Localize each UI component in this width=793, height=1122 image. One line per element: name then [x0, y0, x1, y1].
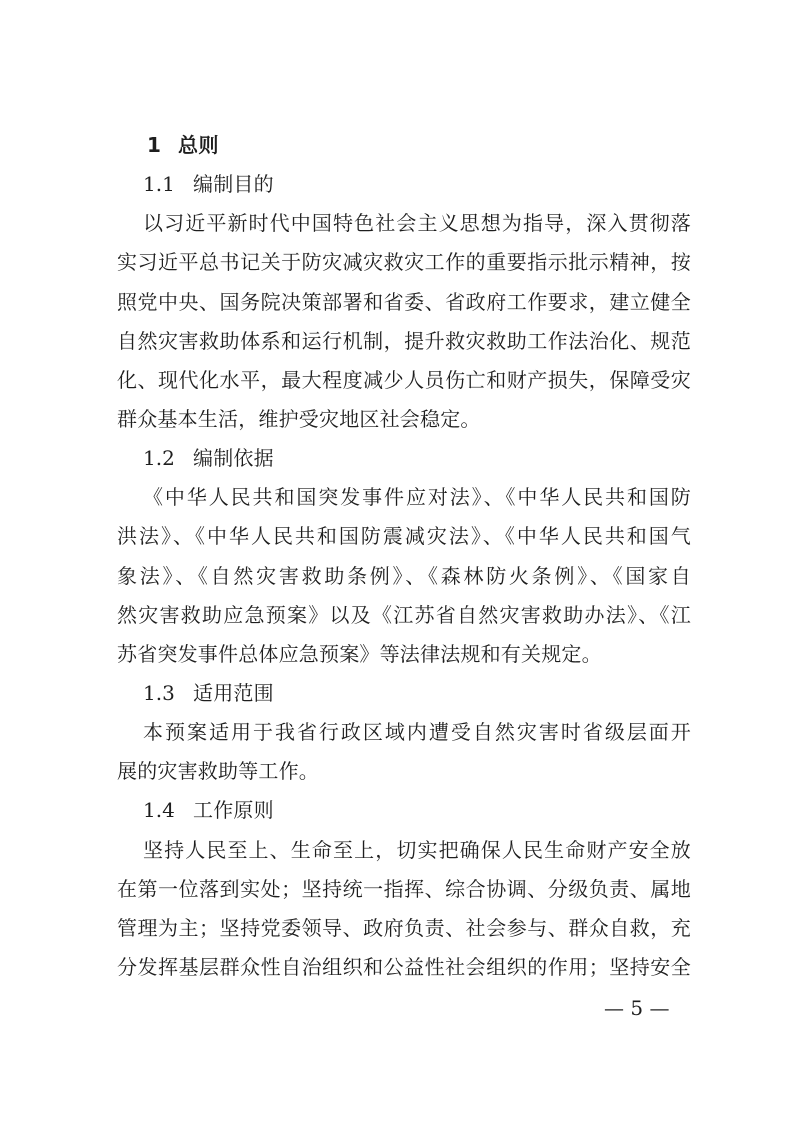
body-line: 在第一位落到实处；坚持统一指挥、综合协调、分级负责、属地: [117, 877, 691, 901]
section-title: 适用范围: [193, 681, 274, 705]
body-line: 自然灾害救助体系和运行机制，提升救灾救助工作法治化、规范: [117, 329, 691, 353]
section-number: 1.2: [143, 446, 175, 470]
body-line: 以习近平新时代中国特色社会主义思想为指导，深入贯彻落: [143, 211, 691, 235]
body-line: 实习近平总书记关于防灾减灾救灾工作的重要指示批示精神，按: [117, 250, 691, 274]
body-line: 象法》、《自然灾害救助条例》、《森林防火条例》、《国家自: [117, 564, 691, 588]
body-line: 苏省突发事件总体应急预案》等法律法规和有关规定。: [117, 642, 602, 666]
page-number: — 5 —: [604, 996, 670, 1020]
section-title: 工作原则: [193, 798, 274, 822]
body-line: 洪法》、《中华人民共和国防震减灾法》、《中华人民共和国气: [117, 524, 691, 548]
body-line: 然灾害救助应急预案》以及《江苏省自然灾害救助办法》、《江: [117, 603, 691, 627]
chapter-title: 总则: [178, 133, 219, 157]
section-number: 1.4: [143, 798, 175, 822]
body-line: 照党中央、国务院决策部署和省委、省政府工作要求，建立健全: [117, 290, 691, 314]
body-line: 坚持人民至上、生命至上，切实把确保人民生命财产安全放: [143, 838, 691, 862]
body-line: 展的灾害救助等工作。: [117, 759, 319, 783]
body-line: 《中华人民共和国突发事件应对法》、《中华人民共和国防: [143, 485, 691, 509]
body-line: 管理为主；坚持党委领导、政府负责、社会参与、群众自救，充: [117, 916, 691, 940]
section-title: 编制依据: [193, 446, 274, 470]
section-title: 编制目的: [193, 172, 274, 196]
body-line: 群众基本生活，维护受灾地区社会稳定。: [117, 407, 481, 431]
body-line: 本预案适用于我省行政区域内遭受自然灾害时省级层面开: [143, 720, 691, 744]
section-number: 1.3: [143, 681, 175, 705]
section-number: 1.1: [143, 172, 175, 196]
chapter-number: 1: [147, 133, 161, 157]
body-line: 化、现代化水平，最大程度减少人员伤亡和财产损失，保障受灾: [117, 368, 691, 392]
body-line: 分发挥基层群众性自治组织和公益性社会组织的作用；坚持安全: [117, 955, 691, 979]
